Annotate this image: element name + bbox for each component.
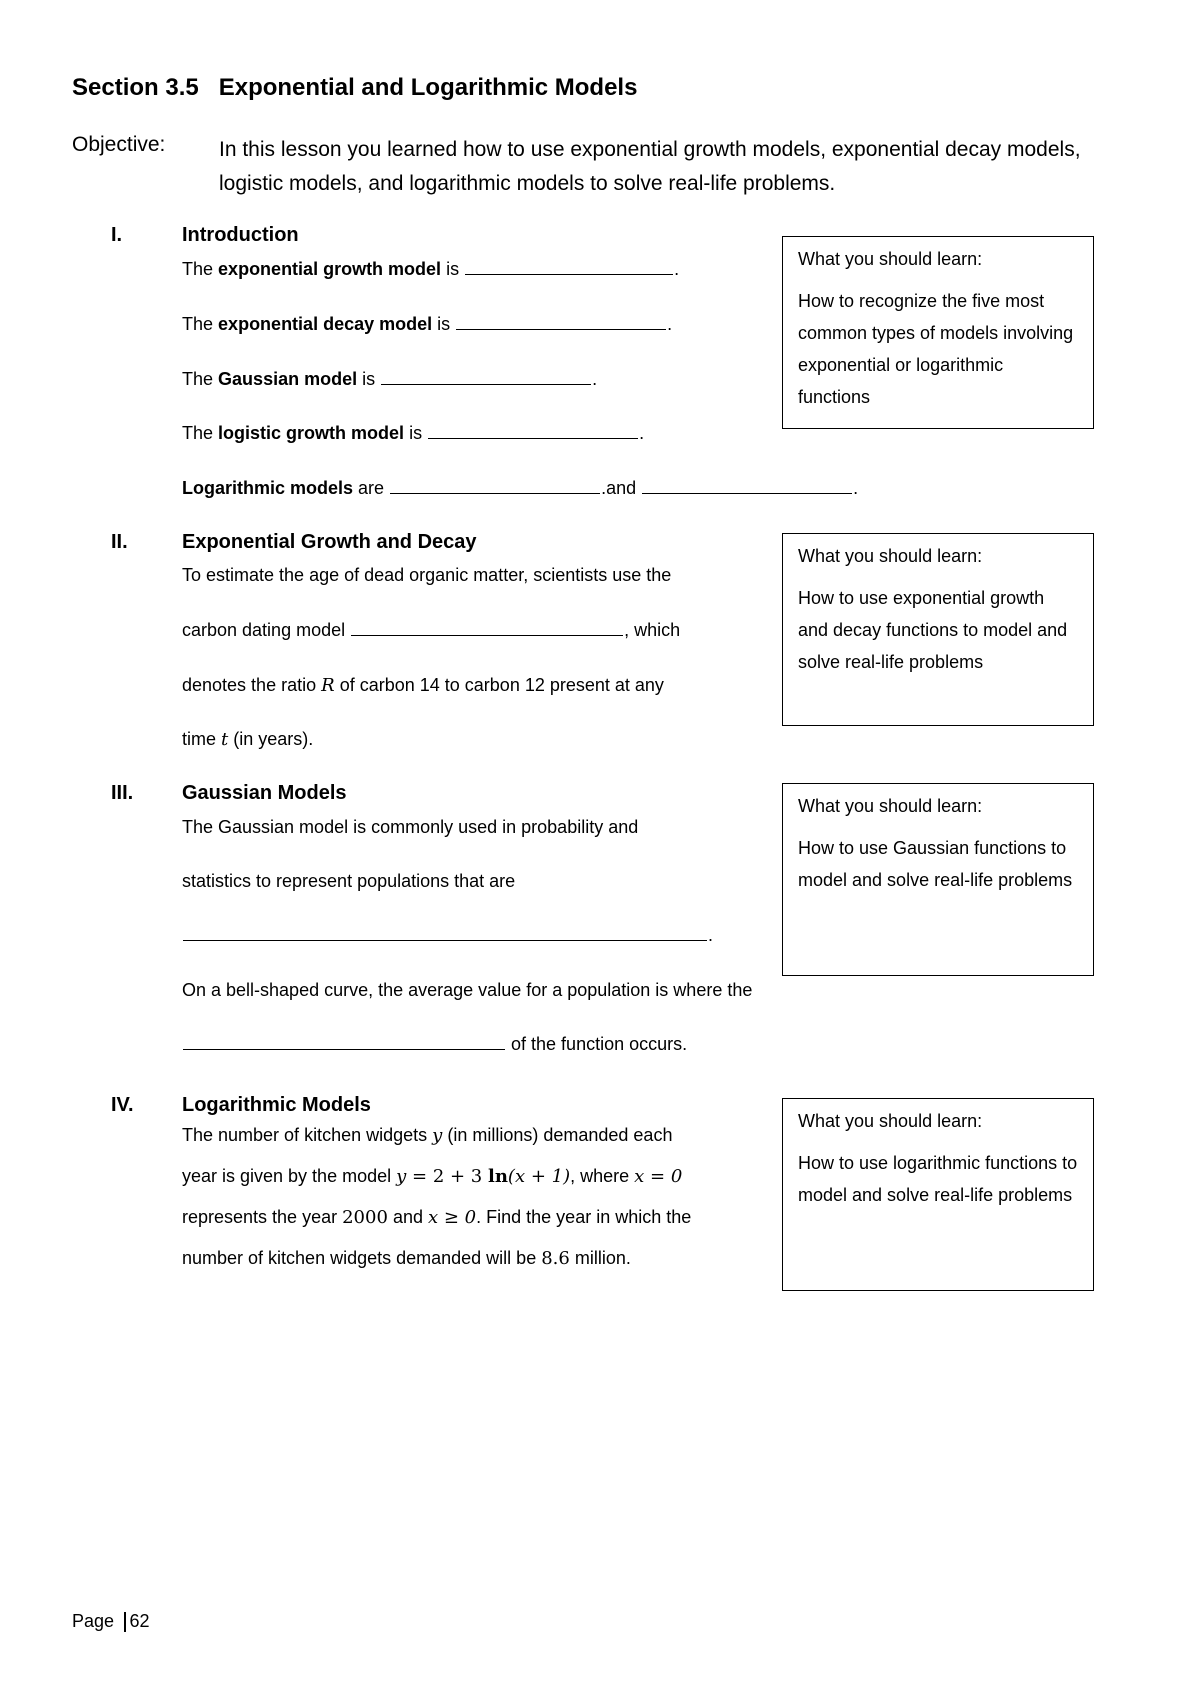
section-i-numeral: I. bbox=[111, 224, 123, 246]
answer-blank[interactable] bbox=[456, 315, 666, 330]
answer-blank[interactable] bbox=[183, 926, 707, 941]
text-the: The bbox=[182, 259, 214, 279]
carbon-line-4 bbox=[182, 729, 313, 750]
text-years: (in years). bbox=[233, 729, 314, 749]
page-separator bbox=[124, 1612, 126, 1632]
page-number: 62 bbox=[129, 1611, 150, 1631]
term-growth: exponential growth model bbox=[218, 259, 442, 279]
text-period: . bbox=[667, 314, 673, 334]
text-where: , where bbox=[570, 1166, 630, 1186]
learn-box-body: How to use exponential growth and decay functions to model and solve real-life problems bbox=[798, 588, 1068, 672]
text-period: . bbox=[639, 423, 645, 443]
text-period: . bbox=[708, 925, 714, 945]
section-heading bbox=[72, 74, 637, 102]
text-carbon-model: carbon dating model bbox=[182, 620, 346, 640]
term-decay: exponential decay model bbox=[218, 314, 433, 334]
carbon-line-2 bbox=[182, 620, 680, 641]
target-value: 8.6 bbox=[541, 1248, 570, 1269]
carbon-line-1: To estimate the age of dead organic matter, scientists use the bbox=[182, 565, 672, 585]
text-millions: (in millions) demanded each bbox=[447, 1125, 673, 1145]
widgets-line-1 bbox=[182, 1125, 672, 1146]
text-find-year: . Find the year in which the bbox=[476, 1207, 692, 1227]
section-iv-numeral: IV. bbox=[111, 1094, 134, 1116]
text-the: The bbox=[182, 369, 214, 389]
text-year-model: year is given by the model bbox=[182, 1166, 392, 1186]
text-period: . bbox=[592, 369, 598, 389]
objective-label: Objective: bbox=[72, 133, 166, 156]
gaussian-line-1: The Gaussian model is commonly used in probability and bbox=[182, 817, 639, 837]
learn-box-gaussian bbox=[782, 783, 1094, 976]
section-iii-numeral: III. bbox=[111, 782, 134, 804]
gaussian-line-3 bbox=[182, 925, 713, 946]
page-label: Page bbox=[72, 1611, 115, 1631]
eq-ln: ln bbox=[487, 1166, 508, 1187]
answer-blank[interactable] bbox=[351, 621, 623, 636]
text-function-occurs: of the function occurs. bbox=[511, 1034, 688, 1054]
text-which: , which bbox=[624, 620, 681, 640]
growth-model-line bbox=[182, 259, 679, 280]
text-period: . bbox=[674, 259, 680, 279]
learn-box-title: What you should learn: bbox=[798, 1111, 983, 1131]
answer-blank[interactable] bbox=[390, 479, 600, 494]
text-time: time bbox=[182, 729, 217, 749]
text-widgets: The number of kitchen widgets bbox=[182, 1125, 428, 1145]
section-iv-title: Logarithmic Models bbox=[182, 1094, 371, 1116]
section-title: Exponential and Logarithmic Models bbox=[218, 74, 638, 101]
gaussian-line-4: On a bell-shaped curve, the average value for a population is where the bbox=[182, 980, 753, 1000]
text-period: . bbox=[853, 478, 859, 498]
answer-blank[interactable] bbox=[381, 370, 591, 385]
text-the: The bbox=[182, 314, 214, 334]
section-ii-numeral: II. bbox=[111, 531, 128, 553]
term-log-models: Logarithmic models bbox=[182, 478, 354, 498]
page-footer bbox=[72, 1611, 150, 1632]
objective-text: In this lesson you learned how to use exponential growth models, exponential decay models, logistic models, and logarithmic models to solve real-life problems. bbox=[219, 138, 1081, 195]
text-are: are bbox=[358, 478, 385, 498]
learn-box-body: How to use Gaussian functions to model and solve real-life problems bbox=[798, 838, 1073, 890]
var-y: y bbox=[432, 1125, 443, 1146]
section-iii-title: Gaussian Models bbox=[182, 782, 347, 804]
carbon-line-3 bbox=[182, 675, 664, 696]
learn-box-title: What you should learn: bbox=[798, 546, 983, 566]
cond-x-zero: x = 0 bbox=[634, 1166, 683, 1187]
widgets-line-4 bbox=[182, 1248, 631, 1269]
section-number: Section 3.5 bbox=[72, 74, 199, 101]
learn-box-growth-decay bbox=[782, 533, 1094, 726]
text-million: million. bbox=[574, 1248, 631, 1268]
year-value: 2000 bbox=[342, 1207, 388, 1228]
text-and: and bbox=[392, 1207, 423, 1227]
log-models-line bbox=[182, 478, 858, 499]
learn-box-title: What you should learn: bbox=[798, 249, 983, 269]
learn-box-intro bbox=[782, 236, 1094, 429]
answer-blank[interactable] bbox=[642, 479, 852, 494]
var-t: t bbox=[221, 729, 229, 750]
var-r: R bbox=[321, 675, 335, 696]
term-logistic: logistic growth model bbox=[218, 423, 405, 443]
widgets-line-2 bbox=[182, 1166, 682, 1187]
section-ii-title: Exponential Growth and Decay bbox=[182, 531, 477, 553]
learn-box-body: How to recognize the five most common types of models involving exponential or logarithmic functions bbox=[798, 291, 1074, 407]
cond-x-nonneg: x ≥ 0 bbox=[428, 1207, 477, 1228]
model-equation bbox=[396, 1166, 570, 1186]
text-denotes: denotes the ratio bbox=[182, 675, 317, 695]
widgets-line-3 bbox=[182, 1207, 691, 1228]
learn-box-logarithmic bbox=[782, 1098, 1094, 1291]
gaussian-model-line bbox=[182, 369, 597, 390]
text-is: is bbox=[437, 314, 451, 334]
answer-blank[interactable] bbox=[183, 1035, 505, 1050]
text-is: is bbox=[446, 259, 460, 279]
text-demanded: number of kitchen widgets demanded will be bbox=[182, 1248, 537, 1268]
eq-arg: (x + 1) bbox=[507, 1166, 571, 1187]
gaussian-line-5 bbox=[182, 1034, 687, 1055]
text-is: is bbox=[409, 423, 423, 443]
answer-blank[interactable] bbox=[428, 424, 638, 439]
eq-lhs: y bbox=[396, 1166, 407, 1187]
section-i-title: Introduction bbox=[182, 224, 299, 246]
decay-model-line bbox=[182, 314, 672, 335]
gaussian-line-2: statistics to represent populations that are bbox=[182, 871, 516, 891]
text-carbon-ratio: of carbon 14 to carbon 12 present at any bbox=[339, 675, 664, 695]
answer-blank[interactable] bbox=[465, 260, 673, 275]
learn-box-body: How to use logarithmic functions to model and solve real-life problems bbox=[798, 1153, 1078, 1205]
text-the: The bbox=[182, 423, 214, 443]
learn-box-title: What you should learn: bbox=[798, 796, 983, 816]
logistic-model-line bbox=[182, 423, 644, 444]
text-is: is bbox=[362, 369, 376, 389]
term-gaussian: Gaussian model bbox=[218, 369, 358, 389]
text-represents: represents the year bbox=[182, 1207, 338, 1227]
text-and: .and bbox=[601, 478, 637, 498]
eq-rhs: = 2 + 3 bbox=[406, 1166, 488, 1187]
